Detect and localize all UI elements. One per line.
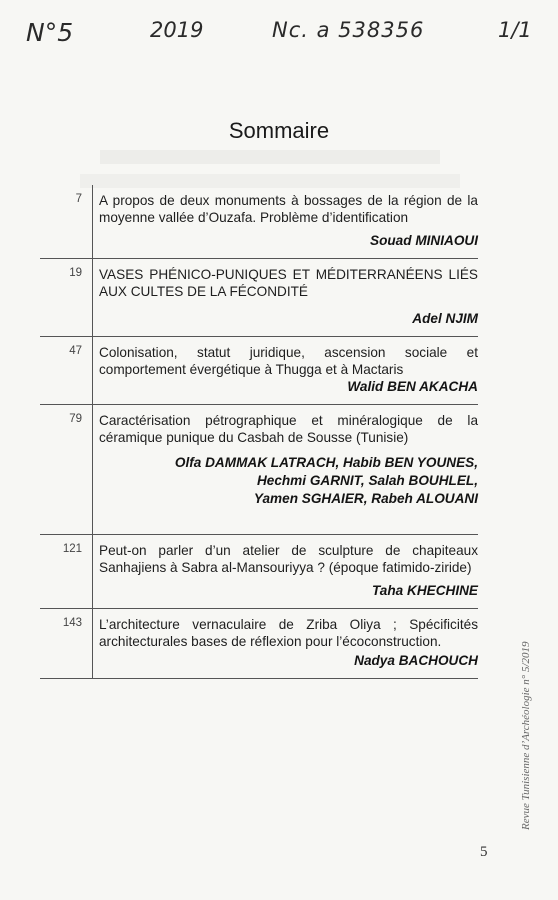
toc-entry-body xyxy=(92,185,478,258)
toc-entry-body xyxy=(92,337,478,404)
toc-entry[interactable] xyxy=(40,185,478,259)
toc-author: Adel NJIM xyxy=(412,311,478,326)
toc-author: Nadya BACHOUCH xyxy=(354,653,478,668)
toc-entry[interactable] xyxy=(40,337,478,405)
toc-article-title: Colonisation, statut juridique, ascension sociale et comportement évergétique à Thugga et à Mactaris xyxy=(99,345,478,377)
toc-page-number: 47 xyxy=(69,345,82,357)
toc-entry[interactable] xyxy=(40,259,478,337)
toc-author: Yamen SGHAIER, Rabeh ALOUANI xyxy=(253,491,478,506)
toc-entry[interactable] xyxy=(40,535,478,609)
toc-page-number: 79 xyxy=(69,413,82,425)
toc-page-number: 143 xyxy=(62,617,82,629)
toc-article-title: Caractérisation pétrographique et minéralogique de la céramique punique du Casbah de Sousse (Tunisie) xyxy=(99,413,478,445)
handwritten-page-count: 1/1 xyxy=(498,18,532,42)
toc-entry-body xyxy=(92,405,478,534)
toc-author: Taha KHECHINE xyxy=(372,583,478,598)
handwritten-year: 2019 xyxy=(150,18,204,42)
toc-article-title: L’architecture vernaculaire de Zriba Oliya ; Spécificités architecturales bases de réflexion pour l’écoconstruction. xyxy=(99,617,478,649)
toc-page-number: 7 xyxy=(75,193,82,205)
toc-article-title: VASES PHÉNICO-PUNIQUES ET MÉDITERRANÉENS LIÉS AUX CULTES DE LA FÉCONDITÉ xyxy=(99,267,478,299)
handwritten-reference: Nc. a 538356 xyxy=(272,18,425,42)
toc-entry[interactable] xyxy=(40,609,478,679)
toc-page-number: 121 xyxy=(62,543,82,555)
toc-article-title: Peut-on parler d’un atelier de sculpture de chapiteaux Sanhajiens à Sabra al-Mansouriyya ? (époque fatimido-ziride) xyxy=(99,543,478,575)
toc-entry[interactable] xyxy=(40,405,478,535)
toc-page-number: 19 xyxy=(69,267,82,279)
page-number: 5 xyxy=(480,844,488,860)
toc-entry-body xyxy=(92,609,478,678)
page-title: Sommaire xyxy=(228,118,330,143)
toc-author: Souad MINIAOUI xyxy=(370,233,478,248)
toc-article-title: A propos de deux monuments à bossages de la région de la moyenne vallée d’Ouzafa. Problème d’identification xyxy=(99,193,478,225)
table-of-contents xyxy=(40,185,478,679)
toc-author: Walid BEN AKACHA xyxy=(347,379,478,394)
toc-entry-body xyxy=(92,535,478,608)
toc-author: Olfa DAMMAK LATRACH, Habib BEN YOUNES, xyxy=(174,455,478,470)
journal-side-credit: Revue Tunisienne d’Archéologie n° 5/2019 xyxy=(520,641,532,830)
handwritten-annotations xyxy=(0,12,558,52)
toc-author: Hechmi GARNIT, Salah BOUHLEL, xyxy=(256,473,478,488)
handwritten-issue-number: N°5 xyxy=(26,18,74,47)
toc-entry-body xyxy=(92,259,478,336)
